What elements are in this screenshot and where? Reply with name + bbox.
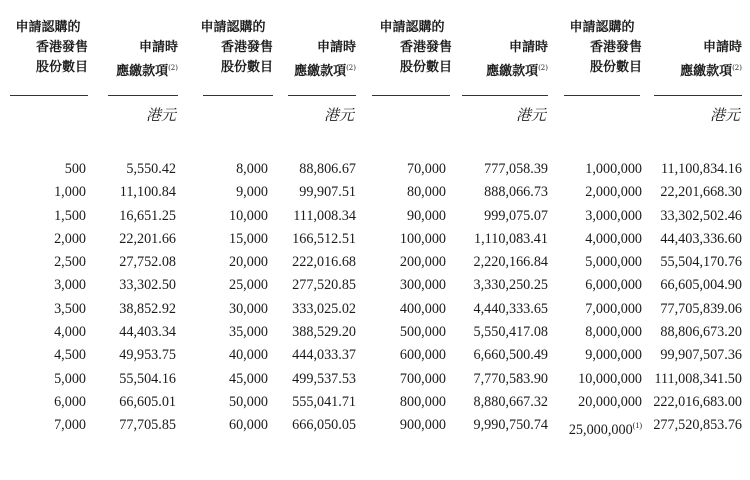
- amount-cell: 6,660,500.49: [473, 347, 548, 364]
- currency-unit: 港元: [323, 106, 354, 124]
- shares-cell: 4,000: [54, 324, 86, 341]
- shares-cell: 30,000: [228, 300, 268, 317]
- header-rule: [108, 95, 178, 96]
- amount-cell: 5,550,417.08: [473, 324, 548, 341]
- shares-cell: 9,000: [236, 184, 268, 201]
- shares-header-line: 香港發售: [589, 40, 642, 55]
- amount-cell: 38,852.92: [119, 300, 176, 317]
- shares-cell: 5,000: [54, 370, 86, 387]
- amount-column-4: [640, 158, 742, 438]
- shares-header-line: 股份數目: [35, 60, 88, 75]
- amount-cell: 33,302,502.46: [660, 207, 742, 224]
- shares-cell: 80,000: [406, 184, 446, 201]
- currency-unit: 港元: [515, 106, 546, 124]
- footnote-marker: (2): [732, 64, 742, 72]
- shares-cell: 4,000,000: [585, 230, 642, 247]
- shares-cell: 1,500: [54, 207, 86, 224]
- amount-header-3: [460, 38, 548, 82]
- amount-cell: 77,705,839.06: [660, 300, 742, 317]
- amount-cell: 555,041.71: [292, 393, 356, 410]
- amount-column-3: [452, 158, 548, 438]
- shares-cell: 800,000: [399, 393, 446, 410]
- amount-cell: 9,990,750.74: [473, 417, 548, 434]
- amount-header-2: [280, 38, 356, 82]
- shares-column-2: [190, 158, 268, 438]
- shares-cell: 70,000: [406, 161, 446, 177]
- header-rule: [288, 95, 356, 96]
- footnote-marker: (1): [632, 421, 642, 431]
- shares-header-line: 香港發售: [399, 40, 452, 55]
- amount-cell: 388,529.20: [292, 324, 356, 341]
- amount-cell: 88,806,673.20: [660, 324, 742, 341]
- amount-cell: 99,907.51: [299, 184, 356, 201]
- shares-header-line: 香港發售: [35, 40, 88, 55]
- amount-cell: 3,330,250.25: [473, 277, 548, 294]
- amount-header-line: 申請時: [138, 40, 178, 55]
- shares-cell: 35,000: [228, 324, 268, 341]
- shares-cell: 7,000: [54, 417, 86, 434]
- amount-header-line: 應繳款項: [116, 64, 169, 79]
- header-rule: [10, 95, 88, 96]
- amount-header-4: [652, 38, 742, 82]
- amount-header-line: 應繳款項: [294, 64, 347, 79]
- shares-cell: 3,000: [54, 277, 86, 294]
- amount-cell: 499,537.53: [292, 370, 356, 387]
- amount-cell: 333,025.02: [292, 300, 356, 317]
- shares-header-2: [193, 18, 273, 78]
- shares-cell: 4,500: [54, 347, 86, 364]
- shares-cell: 100,000: [399, 230, 446, 247]
- shares-cell: 9,000,000: [585, 347, 642, 364]
- shares-cell: 50,000: [228, 393, 268, 410]
- amount-cell: 8,880,667.32: [473, 393, 548, 410]
- shares-cell: 20,000,000: [578, 393, 642, 410]
- shares-cell: 900,000: [399, 417, 446, 434]
- currency-unit: 港元: [145, 106, 176, 124]
- shares-cell: 2,000: [54, 230, 86, 247]
- amount-cell: 7,770,583.90: [473, 370, 548, 387]
- amount-cell: 2,220,166.84: [473, 254, 548, 271]
- amount-column-2: [270, 158, 356, 438]
- shares-header-line: 股份數目: [399, 60, 452, 75]
- amount-header-1: [100, 38, 178, 82]
- shares-cell: 600,000: [399, 347, 446, 364]
- amount-cell: 277,520.85: [292, 277, 356, 294]
- amount-cell: 44,403,336.60: [660, 230, 742, 247]
- shares-cell: 300,000: [399, 277, 446, 294]
- amount-header-line: 申請時: [508, 40, 548, 55]
- shares-header-line: 申請認購的: [15, 20, 81, 35]
- shares-cell: 90,000: [406, 207, 446, 224]
- amount-cell: 33,302.50: [119, 277, 176, 294]
- shares-column-4: [546, 158, 642, 443]
- amount-cell: 5,550.42: [126, 161, 176, 177]
- footnote-marker: (2): [538, 64, 548, 72]
- shares-cell: 10,000: [228, 207, 268, 224]
- amount-cell: 111,008,341.50: [654, 370, 742, 387]
- shares-header-1: [8, 18, 88, 78]
- amount-cell: 888,066.73: [484, 184, 548, 201]
- amount-cell: 66,605.01: [119, 393, 176, 410]
- amount-header-line: 應繳款項: [486, 64, 539, 79]
- shares-header-3: [372, 18, 452, 78]
- shares-header-line: 股份數目: [589, 60, 642, 75]
- amount-cell: 66,605,004.90: [660, 277, 742, 294]
- shares-cell: 3,500: [54, 300, 86, 317]
- currency-unit: 港元: [709, 106, 740, 124]
- amount-cell: 77,705.85: [119, 417, 176, 434]
- amount-cell: 49,953.75: [119, 347, 176, 364]
- amount-cell: 88,806.67: [299, 161, 356, 177]
- shares-cell: 15,000: [228, 230, 268, 247]
- shares-cell: 20,000: [228, 254, 268, 271]
- shares-cell: 60,000: [228, 417, 268, 434]
- shares-cell: 1,000,000: [585, 161, 642, 177]
- header-rule: [372, 95, 450, 96]
- shares-cell: 700,000: [399, 370, 446, 387]
- shares-cell: 2,000,000: [585, 184, 642, 201]
- shares-header-line: 申請認購的: [379, 20, 445, 35]
- shares-cell: 40,000: [228, 347, 268, 364]
- amount-cell: 777,058.39: [484, 161, 548, 177]
- amount-cell: 111,008.34: [293, 207, 356, 224]
- header-rule: [462, 95, 548, 96]
- amount-column-1: [90, 158, 176, 438]
- amount-cell: 666,050.05: [292, 417, 356, 434]
- amount-cell: 55,504.16: [119, 370, 176, 387]
- shares-cell: 25,000: [228, 277, 268, 294]
- header-rule: [203, 95, 273, 96]
- header-rule: [564, 95, 640, 96]
- amount-cell: 277,520,853.76: [653, 417, 742, 434]
- shares-cell: 400,000: [399, 300, 446, 317]
- shares-cell: 500,000: [399, 324, 446, 341]
- amount-cell: 27,752.08: [119, 254, 176, 271]
- amount-cell: 222,016,683.00: [653, 393, 742, 410]
- amount-cell: 4,440,333.65: [473, 300, 548, 317]
- shares-cell: 6,000: [54, 393, 86, 410]
- footnote-marker: (2): [346, 64, 356, 72]
- footnote-marker: (2): [168, 64, 178, 72]
- shares-header-line: 申請認購的: [569, 20, 635, 35]
- amount-cell: 444,033.37: [292, 347, 356, 364]
- amount-cell: 1,110,083.41: [474, 230, 548, 247]
- amount-cell: 999,075.07: [484, 207, 548, 224]
- amount-header-line: 應繳款項: [680, 64, 733, 79]
- shares-header-4: [562, 18, 642, 78]
- shares-cell: 5,000,000: [585, 254, 642, 271]
- amount-cell: 44,403.34: [119, 324, 176, 341]
- amount-cell: 99,907,507.36: [660, 347, 742, 364]
- amount-cell: 22,201,668.30: [660, 184, 742, 201]
- shares-cell: 10,000,000: [578, 370, 642, 387]
- header-rule: [654, 95, 742, 96]
- shares-cell: 500: [64, 161, 86, 177]
- amount-cell: 55,504,170.76: [660, 254, 742, 271]
- amount-cell: 222,016.68: [292, 254, 356, 271]
- shares-cell: 200,000: [399, 254, 446, 271]
- shares-cell: 3,000,000: [585, 207, 642, 224]
- shares-cell: 45,000: [228, 370, 268, 387]
- amount-cell: 16,651.25: [119, 207, 176, 224]
- shares-cell: 1,000: [54, 184, 86, 201]
- shares-cell: 8,000: [236, 161, 268, 177]
- amount-header-line: 申請時: [316, 40, 356, 55]
- shares-cell: 7,000,000: [585, 300, 642, 317]
- shares-column-1: [8, 158, 86, 438]
- shares-column-3: [366, 158, 446, 438]
- amount-header-line: 申請時: [702, 40, 742, 55]
- amount-cell: 22,201.66: [119, 230, 176, 247]
- shares-header-line: 香港發售: [220, 40, 273, 55]
- shares-cell: 2,500: [54, 254, 86, 271]
- amount-cell: 11,100.84: [119, 184, 176, 201]
- amount-cell: 166,512.51: [292, 230, 356, 247]
- shares-cell: 25,000,000: [568, 422, 633, 439]
- shares-cell: 6,000,000: [585, 277, 642, 294]
- shares-header-line: 申請認購的: [200, 20, 266, 35]
- amount-cell: 11,100,834.16: [660, 161, 742, 177]
- shares-cell: 8,000,000: [585, 324, 642, 341]
- shares-header-line: 股份數目: [220, 60, 273, 75]
